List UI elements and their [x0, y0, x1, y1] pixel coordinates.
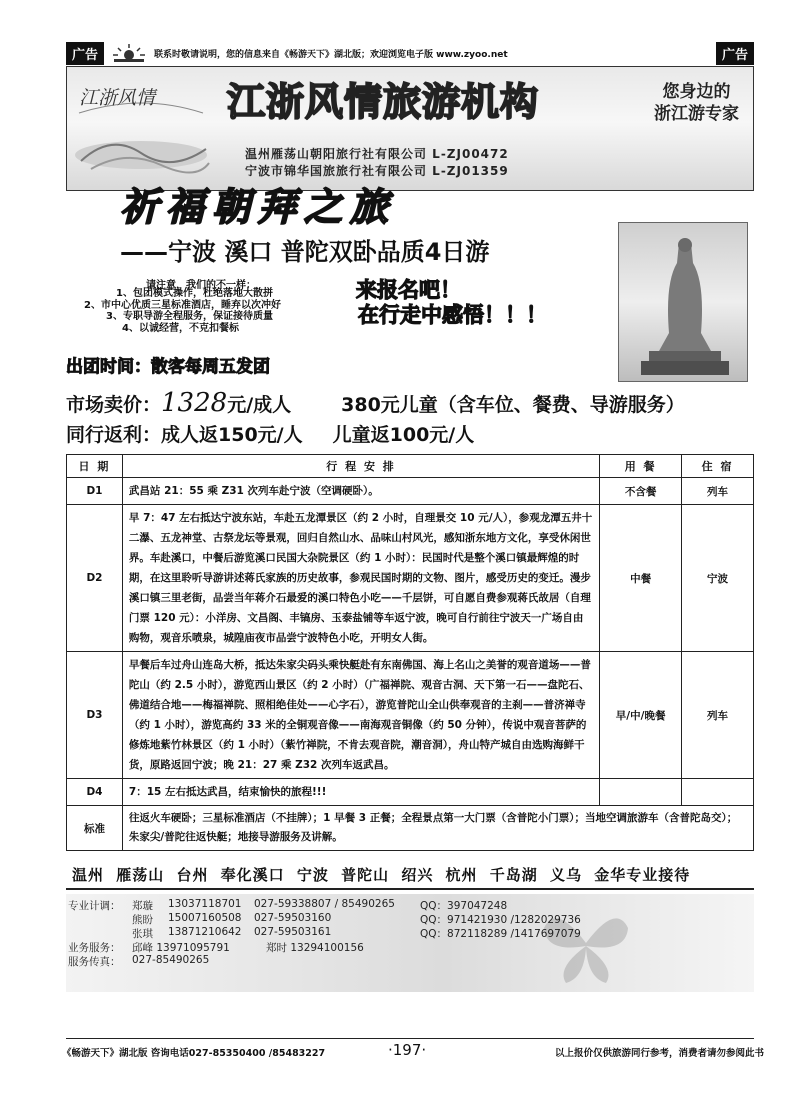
table-header-row: [67, 455, 754, 478]
child-price: 380元儿童（含车位、餐费、导游服务）: [341, 394, 685, 416]
departure-time: 出团时间：散客每周五发团: [66, 357, 270, 377]
license-2: 宁波市锦华国旅旅行社有限公司 L-ZJ01359: [245, 164, 509, 178]
cta-line-2: 在行走中感悟！！！: [358, 303, 547, 327]
tour-subtitle: ——宁波 溪口 普陀双卧品质4日游: [120, 238, 490, 266]
row-day: D4: [67, 779, 123, 806]
table-row: [67, 652, 754, 779]
note-item: 2、市中心优质三星标准酒店，睡弃以次冲好: [84, 299, 281, 311]
row-stay: 宁波: [682, 505, 754, 652]
row-schedule: 早 7：47 左右抵达宁波东站，车赴五龙潭景区（约 2 小时，自理景交 10 元/人），参观龙潭五井十二瀑、五龙神堂、古祭龙坛等景观，回归自然山水、品味山村风光，感知浙东地方文化，享受休闲世界。车赴溪口，中餐后游览溪口民国大杂院景区（约 1 小时）：民国时代是整个溪口镇最辉煌的时期，在这里聆听导游讲述蒋氏家族的历史故事，参观民国时期的文物、图片，感受历史的变迁。漫步溪口镇三里老街，品尝当年蒋介石最爱的溪口特色小吃——千层饼，可自愿自费参观蒋氏故居（自理门票 120 元）：小洋房、文昌阁、丰镐房、玉泰盐铺等车返宁波，晚可自行前往宁波天一广场自由购物，观音乐喷泉，城隍庙夜市品尝宁波特色小吃，开明女人街。: [122, 505, 599, 652]
price-unit: 元/成人: [227, 394, 292, 416]
ad-label-right: 广告: [716, 42, 754, 65]
slogan-line-2: 浙江游专家: [654, 104, 739, 124]
top-strip: [66, 42, 754, 64]
rebate-adult: 成人返150元/人: [161, 424, 303, 446]
planner-name: 张琪: [132, 928, 153, 940]
guanyin-statue-image: [618, 222, 748, 382]
standard-label: 标准: [67, 806, 123, 851]
planner-qq: QQ：971421930 /1282029736: [420, 914, 581, 926]
service-label: 业务服务：: [68, 942, 121, 954]
note-item: 1、包团模式操作，杜绝落地大散拼: [116, 288, 273, 299]
planner-tel: 027-59503160: [254, 912, 332, 924]
fax-label: 服务传真：: [68, 956, 121, 968]
row-meal: 不含餐: [600, 478, 682, 505]
tour-title: 祈福朝拜之旅: [120, 184, 397, 229]
page-number: ·197·: [388, 1041, 427, 1059]
footer-divider: [66, 1038, 754, 1039]
standard-row: [67, 806, 754, 851]
note-item: 4、以诚经营，不克扣餐标: [122, 322, 239, 334]
service-contact-1: 邱峰 13971095791: [132, 942, 230, 954]
table-row: [67, 478, 754, 505]
row-schedule: 7：15 左右抵达武昌，结束愉快的旅程!!!: [122, 779, 599, 806]
agency-logo: [71, 73, 211, 181]
planner-mobile: 13037118701: [168, 898, 242, 910]
planner-row: [68, 898, 121, 913]
rebate-label: 同行返利：: [66, 424, 162, 446]
license-1: 温州雁荡山朝阳旅行社有限公司 L-ZJ00472: [245, 147, 509, 161]
planner-tel: 027-59503161: [254, 926, 332, 938]
header-day: 日 期: [67, 455, 123, 478]
fax-number: 027-85490265: [132, 954, 210, 966]
notes-heading: 请注意，我们的不一样：: [146, 280, 256, 291]
rebate-child: 儿童返100元/人: [332, 424, 475, 446]
row-schedule: 早餐后车过舟山连岛大桥，抵达朱家尖码头乘快艇赴有东南佛国、海上名山之美誉的观音道场——普陀山（约 2.5 小时），游览西山景区（约 2 小时）（广福禅院、观音古洞、天下第一石——盘陀石、佛道结合地——梅福禅院、照相绝佳处——心字石），游览普陀山全山供奉观音的主刹——普济禅寺（约 1 小时），游览高约 33 米的全铜观音像——南海观音铜像（约 50 分钟），传说中观音菩萨的修炼地紫竹林景区（约 1 小时）（紫竹禅院，不肯去观音院，潮音洞），舟山特产城自由选购海鲜干货，原路返回宁波；晚 21：27 乘 Z32 次列车返武昌。: [122, 652, 599, 779]
price-value: 1328: [161, 388, 228, 418]
planner-name: 熊盼: [132, 914, 153, 926]
top-note: 联系时敬请说明，您的信息来自《畅游天下》湖北版；欢迎浏览电子版 www.zyoo.net: [154, 49, 508, 60]
itinerary-table: [66, 454, 754, 851]
feature-notes: [84, 288, 281, 334]
agency-slogan: [654, 81, 739, 125]
call-to-action: [356, 278, 547, 328]
contact-panel: [66, 894, 754, 992]
standard-text: 往返火车硬卧；三星标准酒店（不挂牌）；1 早餐 3 正餐；全程景点第一大门票（含普陀小门票）；当地空调旅游车（含普陀岛交）；朱家尖/普陀往返快艇；地接导游服务及讲解。: [122, 806, 753, 851]
logo-text: 江浙风情: [79, 87, 156, 109]
ad-page: [62, 38, 764, 1070]
header-stay: 住 宿: [682, 455, 754, 478]
sun-logo-icon: [110, 43, 148, 63]
row-meal: 早/中/晚餐: [600, 652, 682, 779]
planner-qq: QQ：397047248: [420, 900, 508, 912]
divider: [66, 888, 754, 890]
row-meal: [600, 779, 682, 806]
header-schedule: 行 程 安 排: [122, 455, 599, 478]
row-stay: [682, 779, 754, 806]
planner-mobile: 15007160508: [168, 912, 242, 924]
agency-name: 江浙风情旅游机构: [227, 80, 540, 124]
slogan-line-1: 您身边的: [662, 82, 731, 102]
planner-name: 郑璇: [132, 900, 153, 912]
service-contact-2: 郑时 13294100156: [266, 942, 364, 954]
row-day: D1: [67, 478, 123, 505]
cta-line-1: 来报名吧！: [356, 278, 461, 302]
planner-mobile: 13871210642: [168, 926, 242, 938]
rebate-line: [66, 420, 474, 447]
price-line: [66, 388, 685, 418]
row-meal: 中餐: [600, 505, 682, 652]
agency-header: [66, 66, 754, 191]
table-row: [67, 505, 754, 652]
planner-label: 专业计调：: [68, 900, 121, 912]
planner-qq: QQ：872118289 /1417697079: [420, 928, 581, 940]
statue-icon: [619, 223, 748, 382]
footer-disclaimer: 以上报价仅供旅游同行参考，消费者请勿参阅此书: [554, 1048, 764, 1059]
row-day: D2: [67, 505, 123, 652]
row-day: D3: [67, 652, 123, 779]
note-item: 3、专职导游全程服务，保证接待质量: [106, 311, 273, 322]
planner-tel: 027-59338807 / 85490265: [254, 898, 395, 910]
footer-publisher: 《畅游天下》湖北版 咨询电话027-85350400 /85483227: [62, 1048, 326, 1059]
row-stay: 列车: [682, 478, 754, 505]
service-cities: 温州 雁荡山 台州 奉化溪口 宁波 普陀山 绍兴 杭州 千岛湖 义乌 金华专业接待: [72, 866, 691, 884]
row-stay: 列车: [682, 652, 754, 779]
header-meal: 用 餐: [600, 455, 682, 478]
ad-label-left: 广告: [66, 42, 104, 65]
table-row: [67, 779, 754, 806]
row-schedule: 武昌站 21：55 乘 Z31 次列车赴宁波（空调硬卧）。: [122, 478, 599, 505]
price-label: 市场卖价：: [66, 394, 162, 416]
